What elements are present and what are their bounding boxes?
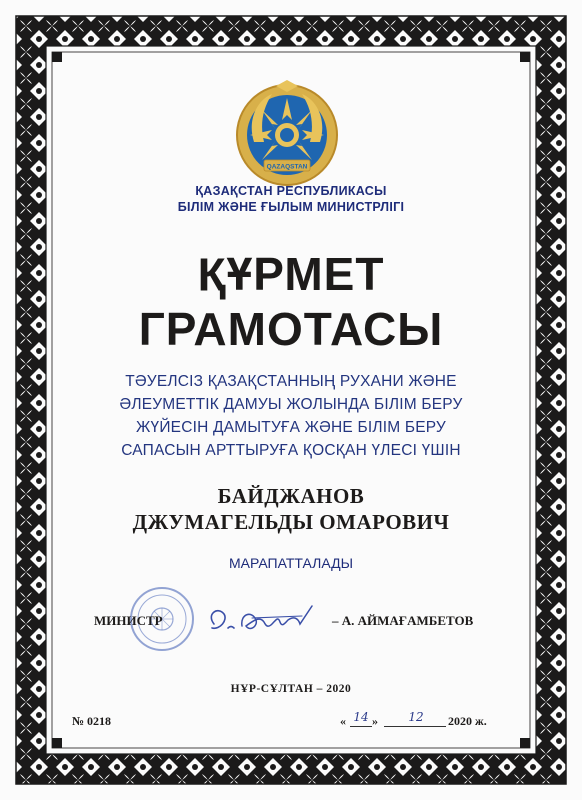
state-emblem [232,80,342,190]
recipient-surname: БАЙДЖАНОВ [217,484,365,508]
title-line-2: ГРАМОТАСЫ [138,303,444,355]
date-month: 12 [408,710,424,724]
date-day: 14 [353,710,369,724]
minister-label: МИНИСТР [94,613,163,628]
reason-line-3: ЖҮЙЕСІН ДАМЫТУҒА ЖӘНЕ БІЛІМ БЕРУ [136,419,446,436]
date-year: 2020 ж. [448,714,487,728]
reason-line-1: ТӘУЕЛСІЗ ҚАЗАҚСТАННЫҢ РУХАНИ ЖӘНЕ [125,373,457,390]
date-close-quote: » [372,714,378,728]
date-open-quote: « [340,714,346,728]
emblem-text: QAZAQSTAN [266,163,308,171]
awarded-text: МАРАПАТТАЛАДЫ [228,555,354,571]
ministry-line-2: БІЛІМ ЖӘНЕ ҒЫЛЫМ МИНИСТРЛІГІ [177,200,405,214]
reason-line-4: САПАСЫН АРТТЫРУҒА ҚОСҚАН ҮЛЕСІ ҮШІН [121,442,461,459]
month-underline [384,726,446,727]
city-year: НҰР-СҰЛТАН – 2020 [230,683,352,695]
reason-line-2: ӘЛЕУМЕТТІК ДАМУЫ ЖОЛЫНДА БІЛІМ БЕРУ [119,396,463,413]
ministry-line-1: ҚАЗАҚСТАН РЕСПУБЛИКАСЫ [195,184,387,198]
recipient-given-names: ДЖУМАГЕЛЬДЫ ОМАРОВИЧ [132,510,450,534]
issue-date [340,712,520,732]
day-underline [350,726,372,727]
minister-name: – А. АЙМАҒАМБЕТОВ [332,613,474,628]
title-line-1: ҚҰРМЕТ [197,248,385,300]
signature [202,598,342,644]
certificate-number: № 0218 [72,714,112,728]
